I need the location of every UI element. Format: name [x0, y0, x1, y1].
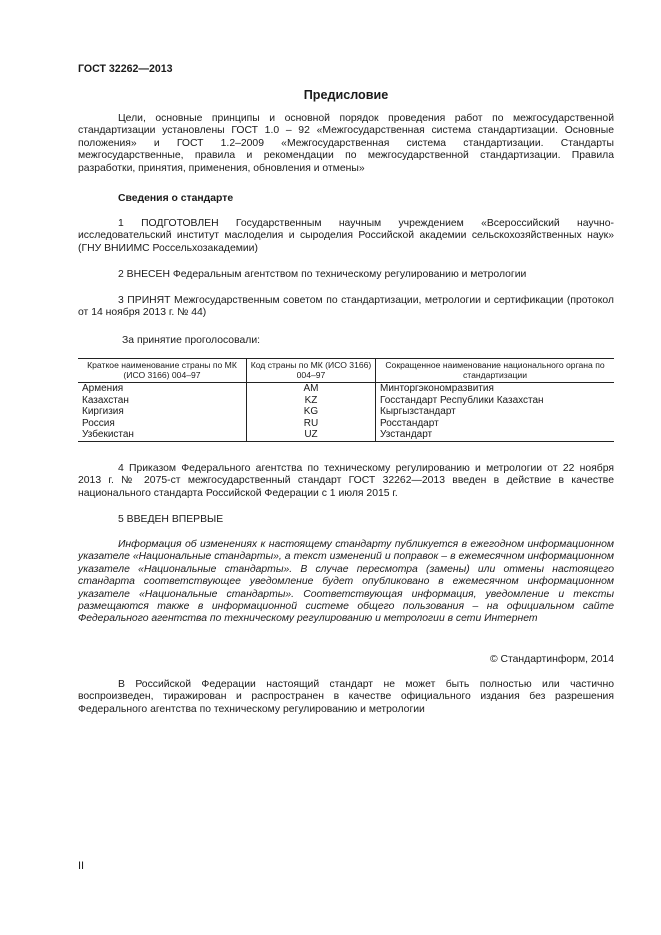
table-row [78, 429, 614, 442]
voted-label: За принятие проголосовали: [122, 335, 261, 346]
standards-body-cell: Минторгэкономразвития [376, 383, 615, 395]
table-row [78, 406, 614, 417]
introduced-first-paragraph: 5 ВВЕДЕН ВПЕРВЫЕ [118, 514, 224, 525]
country-cell: Россия [82, 417, 115, 429]
table-row [78, 418, 614, 429]
standards-body-cell: Кыргызстандарт [376, 406, 615, 417]
standards-body-cell: Росстандарт [376, 418, 615, 429]
submitted-by-paragraph: 2 ВНЕСЕН Федеральным агентством по техническому регулированию и метрологии [118, 269, 527, 280]
prepared-by-paragraph: 1 ПОДГОТОВЛЕН Государственным научным учреждением «Всероссийский научно-исследовательский институт маслоделия и сыроделия Российской академии сельскохозяйственных наук» (ГНУ ВНИИМС Россельхозакадемии) [78, 218, 614, 254]
column-header-country: Краткое наименование страны по МК (ИСО 3166) 004–97 [78, 359, 247, 383]
column-header-code: Код страны по МК (ИСО 3166) 004–97 [247, 359, 376, 383]
copyright-line: © Стандартинформ, 2014 [489, 654, 614, 665]
preface-title: Предисловие [303, 88, 389, 102]
country-code-cell: UZ [247, 429, 376, 442]
standards-body-cell: Госстандарт Республики Казахстан [376, 395, 615, 406]
country-code-cell: AM [247, 383, 376, 395]
standard-info-heading: Сведения о стандарте [118, 193, 234, 204]
country-code-cell: RU [247, 418, 376, 429]
country-cell: Армения [82, 383, 124, 395]
change-notice-paragraph: Информация об изменениях к настоящему стандарту публикуется в ежегодном информационном указателе «Национальные стандарты», а текст изменений и поправок – в ежемесячном информационном указателе «Национальные стандарты». В случае пересмотра (замены) или отмены настоящего стандарта соответствующее уведомление будет опубликовано в ежемесячном информационном указателе «Национальные стандарты». Соответствующая информация, уведомление и тексты размещаются также в информационной системе общего пользования – на официальном сайте Федерального агентства по техническому регулированию и метрологии в сети Интернет [78, 539, 614, 625]
voting-countries-table [78, 358, 614, 442]
country-cell: Казахстан [82, 394, 129, 406]
country-cell: Узбекистан [78, 429, 247, 442]
reproduction-rights-paragraph: В Российской Федерации настоящий стандарт не может быть полностью или частично воспроизведен, тиражирован и распространен в качестве официального издания без разрешения Федерального агентства по техническому регулированию и метрологии [78, 679, 614, 715]
adopted-by-paragraph: 3 ПРИНЯТ Межгосударственным советом по стандартизации, метрологии и сертификации (протокол от 14 ноября 2013 г. № 44) [78, 295, 614, 319]
standard-code: ГОСТ 32262—2013 [78, 63, 173, 75]
country-code-cell: KZ [247, 395, 376, 406]
preface-intro-paragraph: Цели, основные принципы и основной порядок проведения работ по межгосударственной стандартизации установлены ГОСТ 1.0 – 92 «Межгосударственная система стандартизации. Основные положения» и ГОСТ 1.2–2009 «Межгосударственная система стандартизации. Стандарты межгосударственные, правила и рекомендации по межгосударственной стандартизации. Правила разработки, принятия, применения, обновления и отмены» [78, 113, 614, 174]
country-code-cell: KG [247, 406, 376, 417]
column-header-body: Сокращенное наименование национального органа по стандартизации [376, 359, 615, 383]
country-cell: Киргизия [82, 406, 124, 418]
table-row [78, 395, 614, 406]
page-number: II [78, 860, 85, 872]
table-row [78, 383, 614, 395]
standards-body-cell: Узстандарт [376, 429, 615, 442]
enacted-order-paragraph: 4 Приказом Федерального агентства по техническому регулированию и метрологии от 22 ноября 2013 г. № 2075-ст межгосударственный стандарт ГОСТ 32262—2013 введен в действие в качестве национального стандарта Российской Федерации с 1 июля 2015 г. [78, 463, 614, 499]
table-header-row [78, 359, 614, 383]
